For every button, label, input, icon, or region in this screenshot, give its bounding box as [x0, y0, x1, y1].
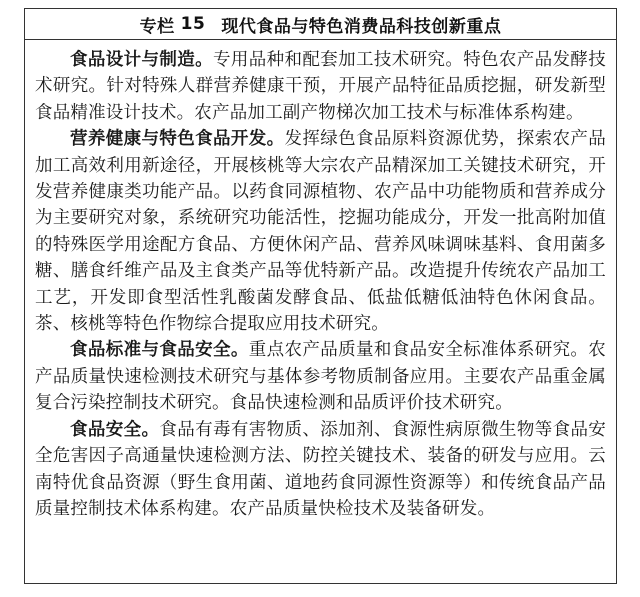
column-header	[25, 9, 616, 40]
section-heading: 食品设计与制造。	[70, 50, 213, 70]
section-text: 发挥绿色食品原料资源优势，探索农产品加工高效利用新途径，开展核桃等大宗农产品精深加工关键技术研究，开发营养健康类功能产品。以药食同源植物、农产品中功能物质和营养成分为主要研究对象，系统研究功能活性，挖掘功能成分，开发一批高附加值的特殊医学用途配方食品、方便休闲产品、营养风味调味基料、食用菌多糖、膳食纤维产品及主食类产品等优特新产品。改造提升传统农产品加工工艺，开发即食型活性乳酸菌发酵食品、低盐低糖低油特色休闲食品。茶、核桃等特色作物综合提取应用技术研究。	[35, 129, 606, 335]
column-body	[25, 40, 616, 522]
section-heading: 食品安全。	[70, 419, 160, 440]
section-food-design	[35, 47, 606, 126]
column-label: 专栏	[139, 16, 175, 37]
section-food-standards	[35, 337, 606, 416]
section-heading: 营养健康与特色食品开发。	[70, 129, 285, 150]
column-title: 现代食品与特色消费品科技创新重点	[221, 16, 502, 37]
section-text: 专用品种和配套加工技术研究。特色农产品发酵技术研究。针对特殊人群营养健康干预，开展产品特征品质挖掘，研发新型食品精准设计技术。农产品加工副产物梯次加工技术与标准体系构建。	[35, 50, 606, 123]
column-box	[24, 8, 617, 584]
column-number: 15	[180, 14, 206, 34]
section-heading: 食品标准与食品安全。	[70, 340, 249, 361]
section-text: 重点农产品质量和食品安全标准体系研究。农产品质量快速检测技术研究与基体参考物质制备应用。主要农产品重金属复合污染控制技术研究。食品快速检测和品质评价技术研究。	[35, 340, 607, 414]
section-food-safety	[35, 417, 606, 523]
section-nutrition-health	[35, 126, 606, 337]
section-text: 食品有毒有害物质、添加剂、食源性病原微生物等食品安全危害因子高通量快速检测方法、防控关键技术、装备的研发与应用。云南特优食品资源（野生食用菌、道地药食同源性资源等）和传统食品产品质量控制技术体系构建。农产品质量快检技术及装备研发。	[35, 419, 607, 519]
